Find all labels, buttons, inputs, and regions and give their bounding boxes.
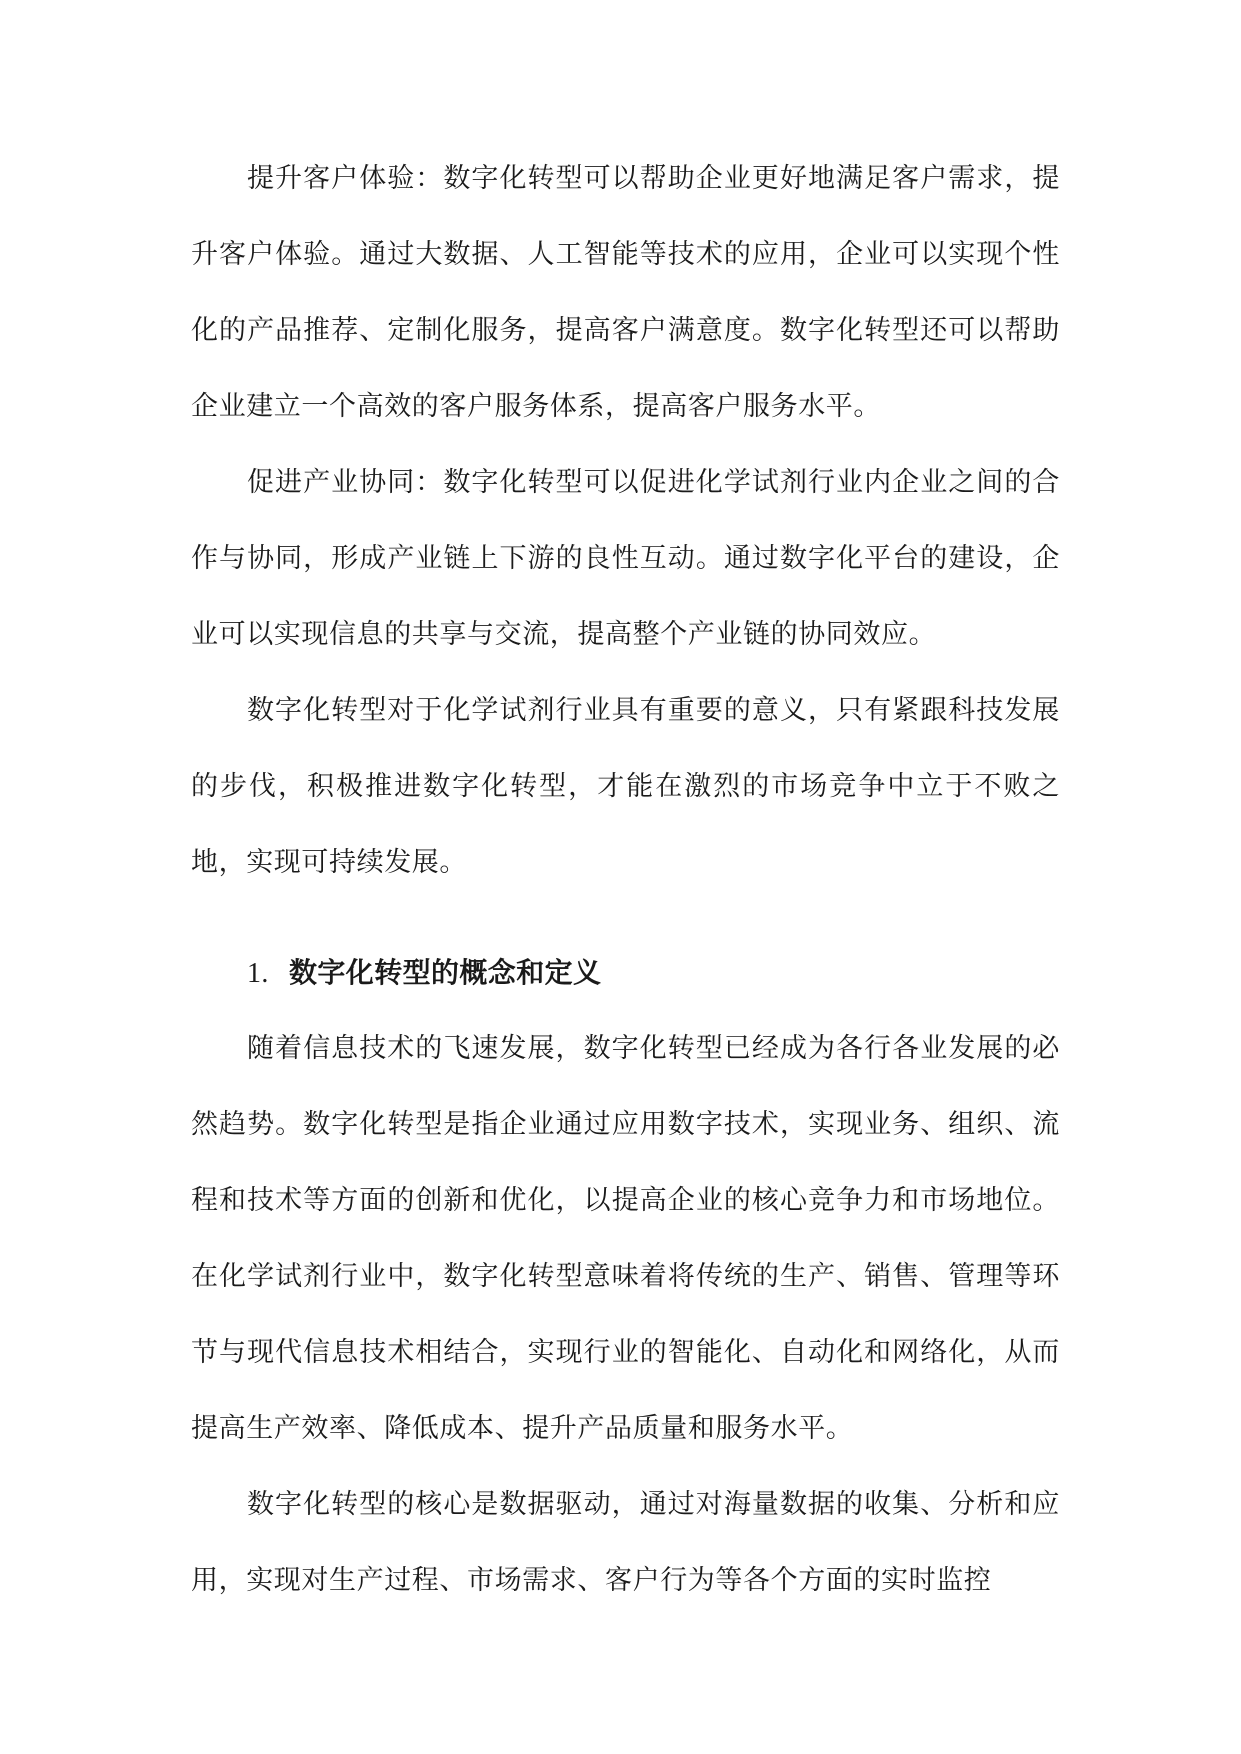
section-title: 数字化转型的概念和定义 xyxy=(289,956,602,989)
section-number: 1. xyxy=(247,958,269,989)
paragraph-significance: 数字化转型对于化学试剂行业具有重要的意义，只有紧跟科技发展的步伐，积极推进数字化转型，才能在激烈的市场竞争中立于不败之地，实现可持续发展。 xyxy=(191,695,1060,878)
document-body xyxy=(191,141,1060,1619)
paragraph-definition: 随着信息技术的飞速发展，数字化转型已经成为各行各业发展的必然趋势。数字化转型是指企业通过应用数字技术，实现业务、组织、流程和技术等方面的创新和优化，以提高企业的核心竞争力和市场地位。在化学试剂行业中，数字化转型意味着将传统的生产、销售、管理等环节与现代信息技术相结合，实现行业的智能化、自动化和网络化，从而提高生产效率、降低成本、提升产品质量和服务水平。 xyxy=(191,1033,1060,1444)
paragraph-industry-synergy: 促进产业协同：数字化转型可以促进化学试剂行业内企业之间的合作与协同，形成产业链上下游的良性互动。通过数字化平台的建设，企业可以实现信息的共享与交流，提高整个产业链的协同效应。 xyxy=(191,467,1060,650)
paragraph-customer-experience: 提升客户体验：数字化转型可以帮助企业更好地满足客户需求，提升客户体验。通过大数据、人工智能等技术的应用，企业可以实现个性化的产品推荐、定制化服务，提高客户满意度。数字化转型还可以帮助企业建立一个高效的客户服务体系，提高客户服务水平。 xyxy=(191,163,1060,422)
section-heading xyxy=(191,935,1060,1011)
paragraph-data-driven: 数字化转型的核心是数据驱动，通过对海量数据的收集、分析和应用，实现对生产过程、市场需求、客户行为等各个方面的实时监控 xyxy=(191,1489,1060,1596)
